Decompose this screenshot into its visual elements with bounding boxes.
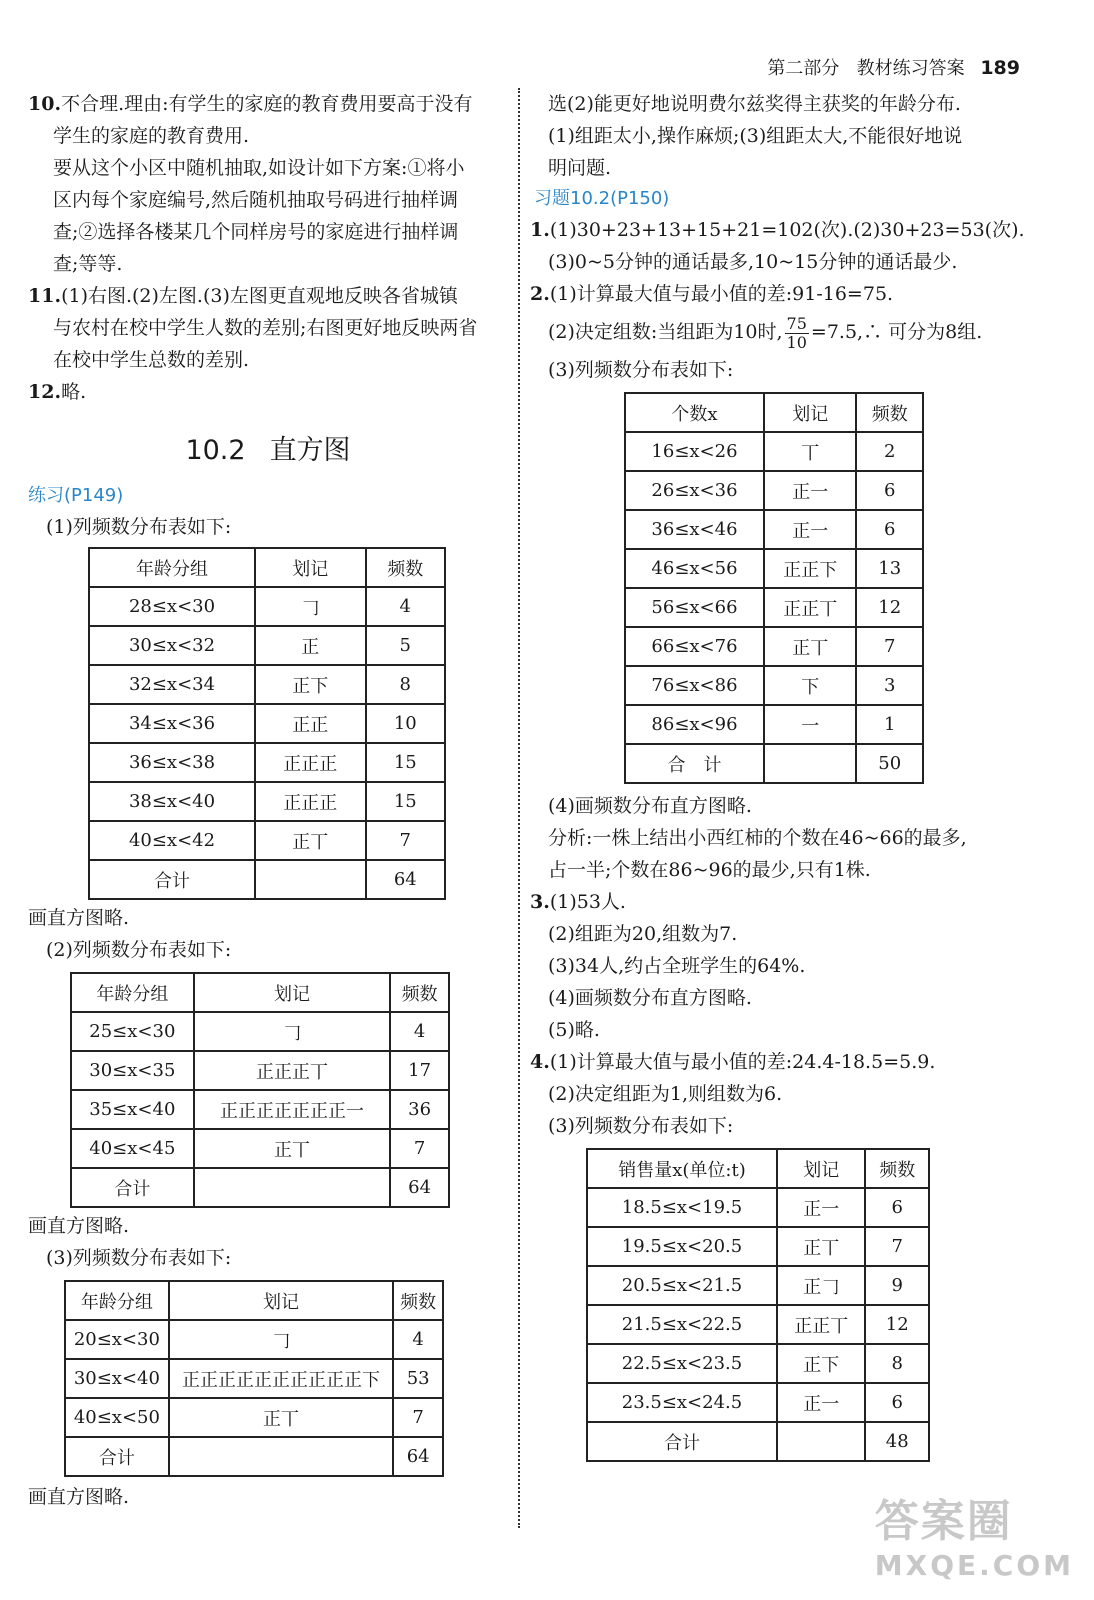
table-cell: 合计: [587, 1422, 777, 1461]
table-row: [65, 1320, 443, 1359]
q10-line: 查;②选择各楼某几个同样房号的家庭进行抽样调: [53, 221, 459, 243]
page-header: [767, 54, 1020, 80]
table-cell: 36≤x<38: [89, 743, 255, 782]
table-cell: 6: [865, 1383, 929, 1422]
q1-line: 1.(1)30+23+13+15+21=102(次).(2)30+23=53(次).: [530, 219, 1025, 241]
table-cell: 53: [393, 1359, 443, 1398]
q2-line: (2)决定组数:当组距为10时, $\frac{75}{10}$ =7.5,∴ 可分为8组.: [548, 313, 983, 352]
q3-line: (2)组距为20,组数为7.: [548, 923, 738, 945]
table-cell: 正正: [255, 704, 366, 743]
table-row: [587, 1227, 929, 1266]
table-cell: 32≤x<34: [89, 665, 255, 704]
table-header-row: [89, 548, 445, 587]
table-cell: 13: [856, 549, 923, 588]
q4-line: (3)列频数分布表如下:: [548, 1115, 734, 1137]
table-cell: 正丅: [169, 1398, 394, 1437]
table-row: [71, 1051, 449, 1090]
table-header-row: [625, 393, 923, 432]
table-row: [625, 666, 923, 705]
table-row: [587, 1266, 929, 1305]
table-header-cell: 个数x: [625, 393, 764, 432]
table-cell: 86≤x<96: [625, 705, 764, 744]
table-cell: 4: [366, 587, 445, 626]
table-cell: 40≤x<50: [65, 1398, 169, 1437]
q10-line: 区内每个家庭编号,然后随机抽取号码进行抽样调: [53, 189, 459, 211]
table-cell: 9: [865, 1266, 929, 1305]
q11-line: 在校中学生总数的差别.: [53, 349, 250, 371]
table-cell: 合计: [65, 1437, 169, 1476]
frequency-table-2: [70, 972, 450, 1208]
table-cell: 合 计: [625, 744, 764, 783]
table-header-cell: 划记: [194, 973, 391, 1012]
q1-line: (3)0~5分钟的通话最多,10~15分钟的通话最少.: [548, 251, 958, 273]
table-cell: 合计: [71, 1168, 194, 1207]
draw-note-1: 画直方图略.: [28, 907, 130, 929]
table-cell: 20≤x<30: [65, 1320, 169, 1359]
q4-line: (2)决定组距为1,则组数为6.: [548, 1083, 783, 1105]
table-cell: 8: [865, 1344, 929, 1383]
table-row: [587, 1344, 929, 1383]
part2-intro: (2)列频数分布表如下:: [46, 939, 232, 961]
table-cell: [194, 1168, 391, 1207]
table-cell: 3: [856, 666, 923, 705]
table-cell: 4: [393, 1320, 443, 1359]
q3-line: (4)画频数分布直方图略.: [548, 987, 752, 1009]
table-header-cell: 年龄分组: [71, 973, 194, 1012]
table-cell: 正一: [764, 471, 857, 510]
table-header-cell: 划记: [169, 1281, 394, 1320]
table-cell: 6: [865, 1188, 929, 1227]
table-cell: 34≤x<36: [89, 704, 255, 743]
table-cell: 7: [856, 627, 923, 666]
table-row: [89, 743, 445, 782]
table-cell: 正下: [777, 1344, 865, 1383]
table-header-row: [71, 973, 449, 1012]
table-cell: 64: [393, 1437, 443, 1476]
table-cell: 5: [366, 626, 445, 665]
table-cell: 35≤x<40: [71, 1090, 194, 1129]
table-cell: 正下: [255, 665, 366, 704]
table-cell: 30≤x<40: [65, 1359, 169, 1398]
table-header-cell: 频数: [390, 973, 449, 1012]
table-cell: 4: [390, 1012, 449, 1051]
table-cell: 正: [255, 626, 366, 665]
right-column: [530, 88, 1030, 1462]
table-header-cell: 划记: [777, 1149, 865, 1188]
table-cell: 正𠃌: [777, 1266, 865, 1305]
table-header-cell: 销售量x(单位:t): [587, 1149, 777, 1188]
q11-line: 11.(1)右图.(2)左图.(3)左图更直观地反映各省城镇: [28, 285, 458, 307]
table-row: [625, 705, 923, 744]
section-number: 10.2: [185, 435, 246, 466]
q10-line: 查;等等.: [53, 253, 123, 275]
table-cell: 48: [865, 1422, 929, 1461]
table-cell: 1: [856, 705, 923, 744]
table-row: [89, 626, 445, 665]
table-cell: 15: [366, 782, 445, 821]
table-cell: 36≤x<46: [625, 510, 764, 549]
table-cell: 7: [366, 821, 445, 860]
table-cell: 64: [390, 1168, 449, 1207]
table-cell: 正正正正正正正一: [194, 1090, 391, 1129]
table-cell: 6: [856, 510, 923, 549]
table-cell: 38≤x<40: [89, 782, 255, 821]
exercise-heading: 习题10.2(P150): [534, 188, 670, 209]
column-divider: [518, 88, 520, 1528]
table-cell: 12: [856, 588, 923, 627]
fraction: $\frac{75}{10}$: [786, 313, 807, 352]
table-cell: 正一: [764, 510, 857, 549]
table-cell: 𠃌: [194, 1012, 391, 1051]
table-cell: 46≤x<56: [625, 549, 764, 588]
table-cell: [255, 860, 366, 899]
table-cell: 28≤x<30: [89, 587, 255, 626]
table-row: [89, 587, 445, 626]
table-header-cell: 频数: [393, 1281, 443, 1320]
table-cell: 15: [366, 743, 445, 782]
table-cell: 6: [856, 471, 923, 510]
q10-line: 要从这个小区中随机抽取,如设计如下方案:①将小: [53, 157, 465, 179]
table-header-cell: 年龄分组: [89, 548, 255, 587]
table-cell: 16≤x<26: [625, 432, 764, 471]
table-row: [71, 1129, 449, 1168]
q2-line: 分析:一株上结出小西红柿的个数在46~66的最多,: [548, 827, 967, 849]
table-row: [89, 665, 445, 704]
table-cell: [169, 1437, 394, 1476]
page-number: 189: [980, 57, 1020, 79]
table-cell: 2: [856, 432, 923, 471]
table-cell: 正正正: [255, 743, 366, 782]
table-cell: 21.5≤x<22.5: [587, 1305, 777, 1344]
table-row: [71, 1012, 449, 1051]
q10-line: 10.不合理.理由:有学生的家庭的教育费用要高于没有: [28, 93, 473, 115]
table-header-cell: 划记: [255, 548, 366, 587]
q3-line: (5)略.: [548, 1019, 600, 1041]
q10-line: 学生的家庭的教育费用.: [53, 125, 250, 147]
table-row: [89, 782, 445, 821]
table-cell: [777, 1422, 865, 1461]
table-row: [625, 510, 923, 549]
table-row: [65, 1398, 443, 1437]
q11-line: 与农村在校中学生人数的差别;右图更好地反映两省: [53, 317, 478, 339]
table-cell: 下: [764, 666, 857, 705]
frequency-table-1: [88, 547, 446, 900]
table-row: [625, 627, 923, 666]
frequency-table-3: [64, 1280, 444, 1477]
table-row: [625, 432, 923, 471]
table-cell: 7: [865, 1227, 929, 1266]
q2-line: (3)列频数分布表如下:: [548, 359, 734, 381]
table-row: [587, 1422, 929, 1461]
practice-heading: 练习(P149): [28, 485, 124, 506]
table-cell: 正正正: [255, 782, 366, 821]
table-cell: 30≤x<32: [89, 626, 255, 665]
left-column: [28, 88, 508, 1513]
draw-note-2: 画直方图略.: [28, 1215, 130, 1237]
table-cell: 正丅: [194, 1129, 391, 1168]
table-cell: 30≤x<35: [71, 1051, 194, 1090]
table-cell: 26≤x<36: [625, 471, 764, 510]
table-cell: 36: [390, 1090, 449, 1129]
table-row: [71, 1090, 449, 1129]
table-cell: 7: [393, 1398, 443, 1437]
q3-line: 3.(1)53人.: [530, 891, 626, 913]
table-row: [587, 1383, 929, 1422]
table-cell: 23.5≤x<24.5: [587, 1383, 777, 1422]
header-part: 第二部分: [767, 58, 840, 79]
table-cell: 17: [390, 1051, 449, 1090]
table-cell: 22.5≤x<23.5: [587, 1344, 777, 1383]
table-row: [625, 549, 923, 588]
table-header-cell: 频数: [366, 548, 445, 587]
section-name: 直方图: [269, 435, 351, 466]
table-row: [89, 821, 445, 860]
table-cell: 合计: [89, 860, 255, 899]
right-line: 明问题.: [548, 157, 612, 179]
q12-line: 12.略.: [28, 381, 87, 403]
table-cell: 正正下: [764, 549, 857, 588]
watermark-logo: 答案圈 MXQE.COM: [874, 1496, 1074, 1582]
table-cell: 56≤x<66: [625, 588, 764, 627]
table-cell: 66≤x<76: [625, 627, 764, 666]
table-cell: 7: [390, 1129, 449, 1168]
table-row: [625, 588, 923, 627]
table-cell: 20.5≤x<21.5: [587, 1266, 777, 1305]
table-cell: 40≤x<45: [71, 1129, 194, 1168]
table-row: [587, 1305, 929, 1344]
part3-intro: (3)列频数分布表如下:: [46, 1247, 232, 1269]
part1-intro: (1)列频数分布表如下:: [46, 516, 232, 538]
table-row: [65, 1359, 443, 1398]
table-row: [65, 1437, 443, 1476]
table-row: [625, 471, 923, 510]
table-cell: 40≤x<42: [89, 821, 255, 860]
table-cell: 正正正丅: [194, 1051, 391, 1090]
table-cell: 19.5≤x<20.5: [587, 1227, 777, 1266]
table-header-row: [65, 1281, 443, 1320]
q3-line: (3)34人,约占全班学生的64%.: [548, 955, 806, 977]
table-header-cell: 频数: [856, 393, 923, 432]
table-cell: 8: [366, 665, 445, 704]
q2-line: 2.(1)计算最大值与最小值的差:91-16=75.: [530, 283, 894, 305]
table-header-row: [587, 1149, 929, 1188]
table-cell: 正丅: [764, 627, 857, 666]
table-cell: 正一: [777, 1383, 865, 1422]
frequency-table-5: [586, 1148, 930, 1462]
right-line: (1)组距太小,操作麻烦;(3)组距太大,不能很好地说: [548, 125, 963, 147]
table-cell: 18.5≤x<19.5: [587, 1188, 777, 1227]
table-header-cell: 年龄分组: [65, 1281, 169, 1320]
table-row: [625, 744, 923, 783]
table-row: [71, 1168, 449, 1207]
table-cell: 𠃌: [255, 587, 366, 626]
table-cell: 正正丅: [777, 1305, 865, 1344]
table-cell: 𠃌: [169, 1320, 394, 1359]
right-line: 选(2)能更好地说明费尔兹奖得主获奖的年龄分布.: [548, 93, 961, 115]
draw-note-3: 画直方图略.: [28, 1486, 130, 1508]
table-cell: 12: [865, 1305, 929, 1344]
table-cell: 丅: [764, 432, 857, 471]
table-cell: 64: [366, 860, 445, 899]
q2-line: (4)画频数分布直方图略.: [548, 795, 752, 817]
table-cell: 正一: [777, 1188, 865, 1227]
table-cell: 76≤x<86: [625, 666, 764, 705]
table-cell: [764, 744, 857, 783]
table-cell: 正丅: [777, 1227, 865, 1266]
table-cell: 10: [366, 704, 445, 743]
table-header-cell: 频数: [865, 1149, 929, 1188]
table-cell: 正正丅: [764, 588, 857, 627]
table-row: [587, 1188, 929, 1227]
header-section: 教材练习答案: [856, 58, 965, 79]
q4-line: 4.(1)计算最大值与最小值的差:24.4-18.5=5.9.: [530, 1051, 936, 1073]
table-cell: 25≤x<30: [71, 1012, 194, 1051]
table-cell: 50: [856, 744, 923, 783]
table-cell: 一: [764, 705, 857, 744]
table-cell: 正丅: [255, 821, 366, 860]
table-row: [89, 860, 445, 899]
table-header-cell: 划记: [764, 393, 857, 432]
frequency-table-4: [624, 392, 924, 784]
section-title: [28, 428, 508, 467]
table-row: [89, 704, 445, 743]
q2-line: 占一半;个数在86~96的最少,只有1株.: [548, 859, 871, 881]
table-cell: 正正正正正正正正正正下: [169, 1359, 394, 1398]
